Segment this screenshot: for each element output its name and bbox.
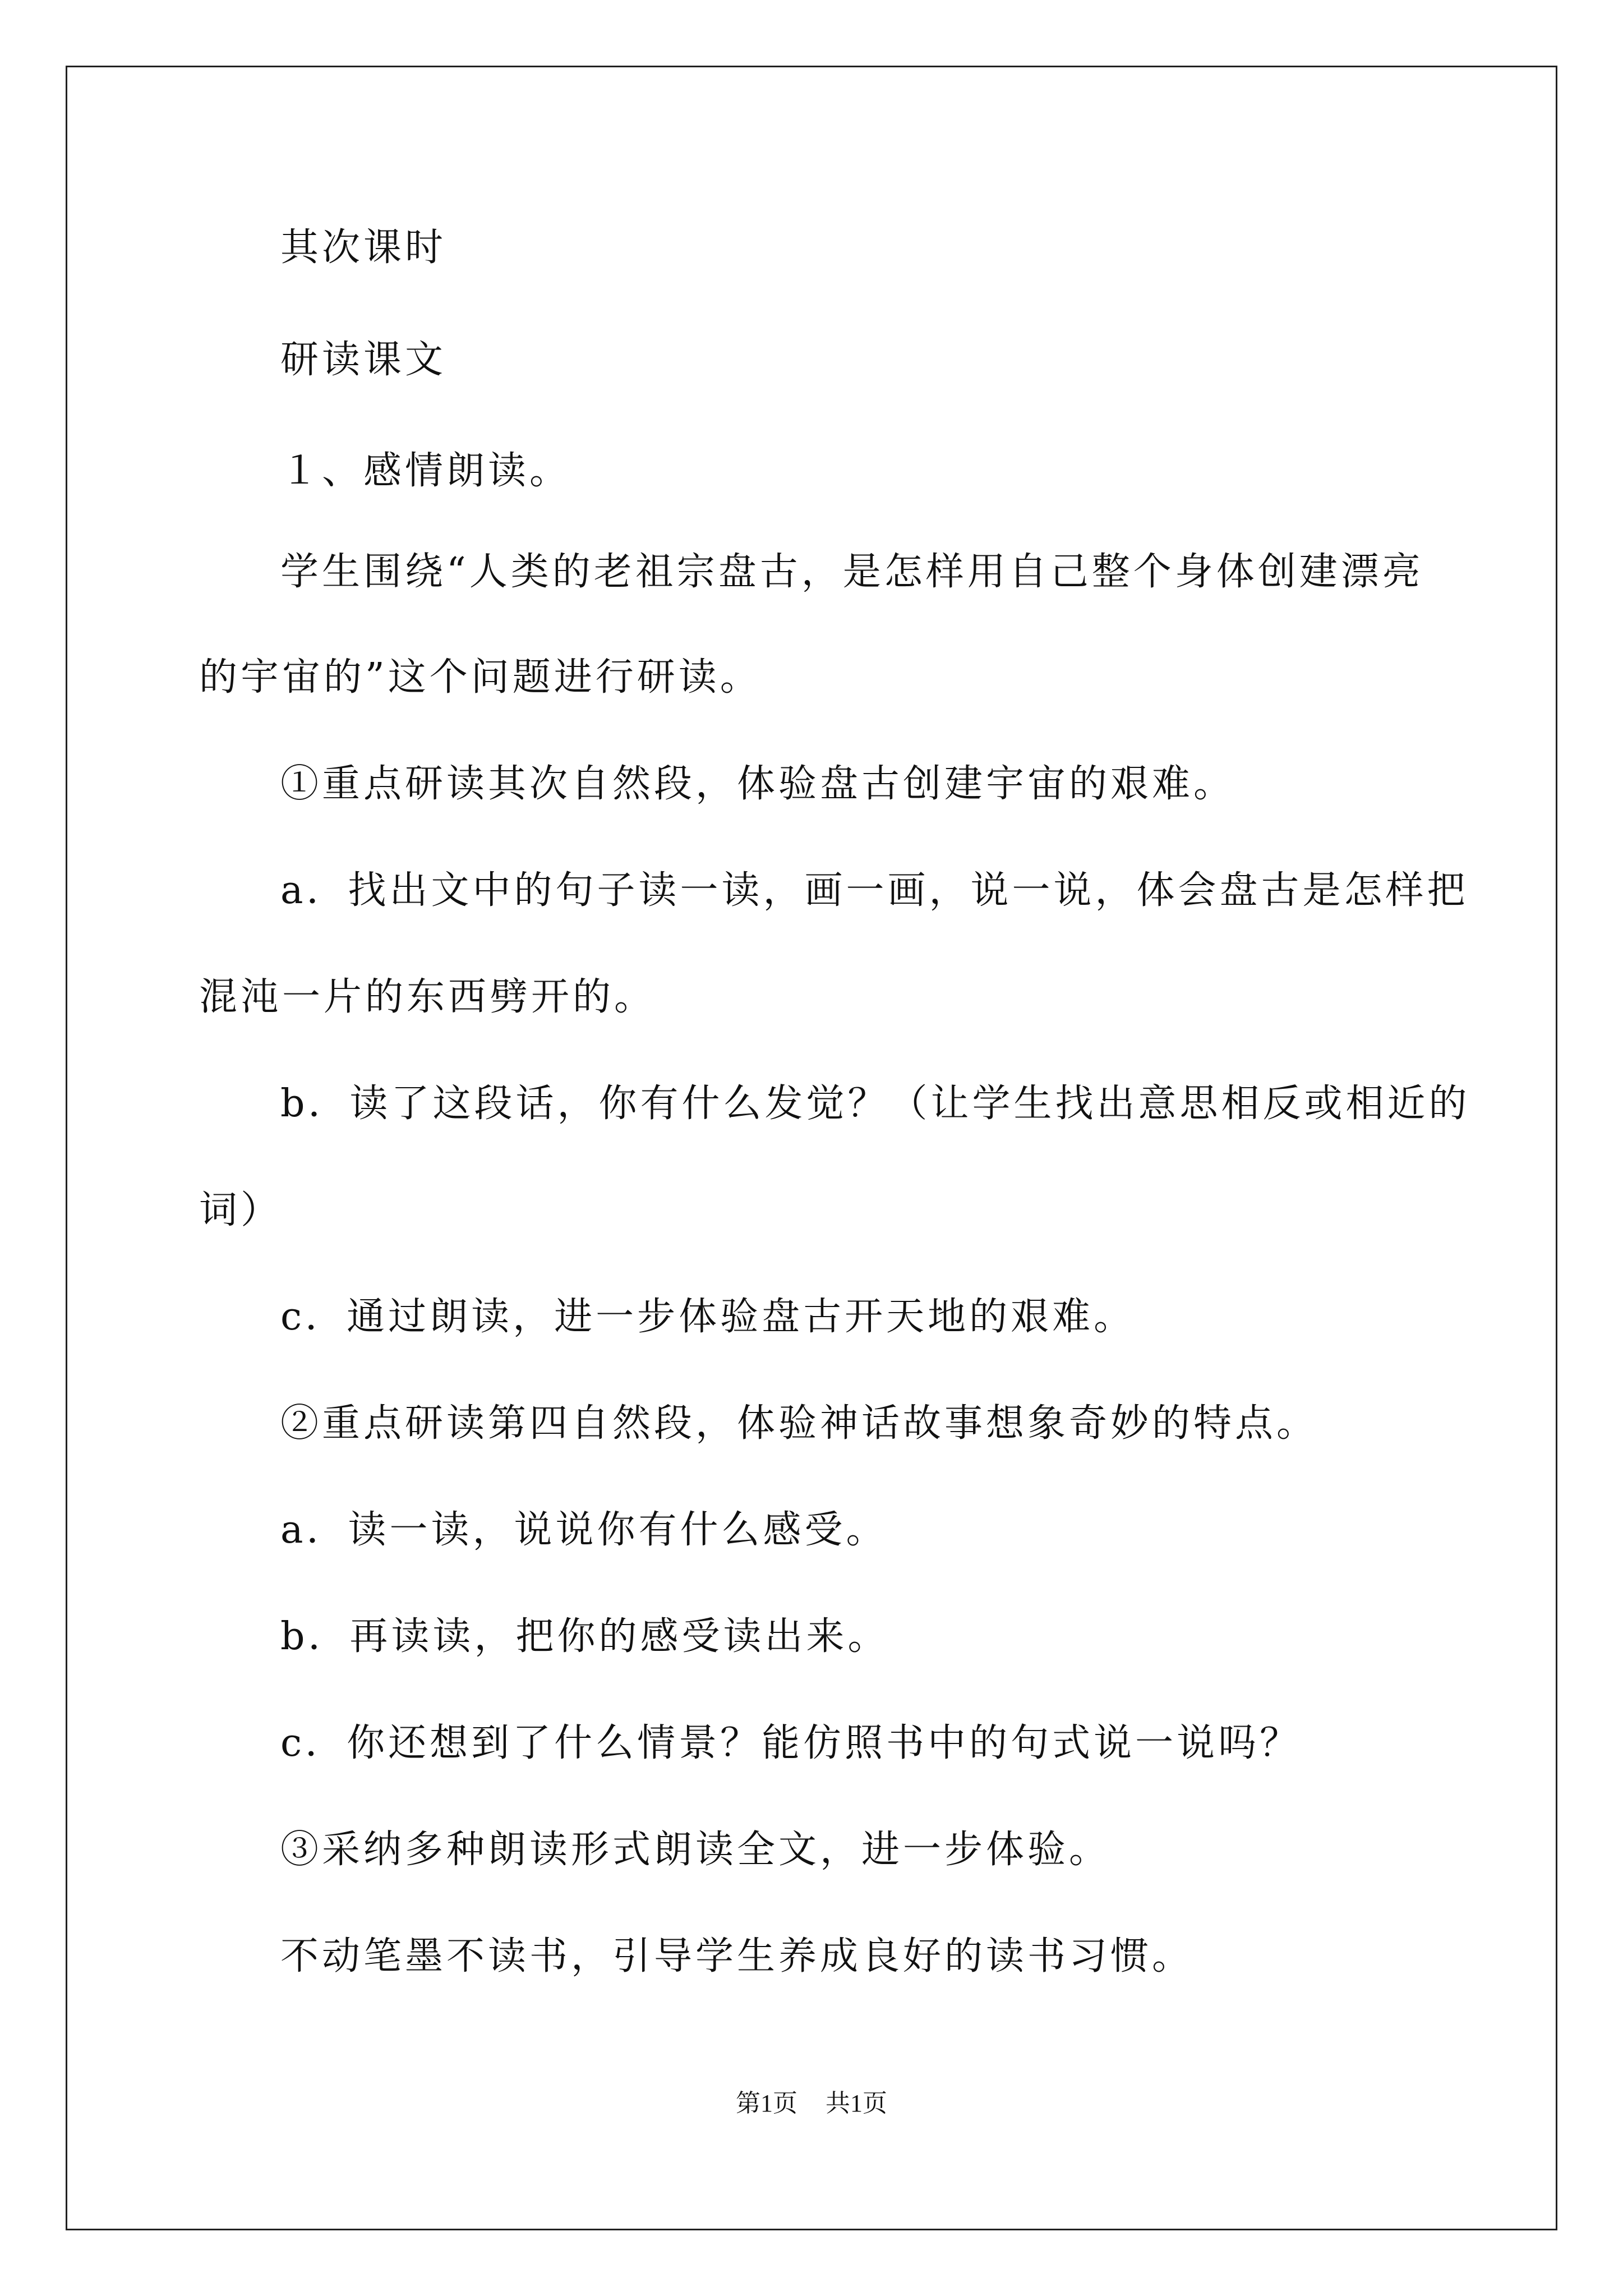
paragraph-line: 混沌一片的东西劈开的。 — [199, 975, 656, 1019]
paragraph-line: 学生围绕“人类的老祖宗盘古，是怎样用自己整个身体创建漂亮 — [280, 550, 1424, 594]
paragraph-line: 的宇宙的”这个问题进行研读。 — [199, 655, 762, 700]
page-number: 第1页 — [736, 2090, 797, 2117]
section-heading: 其次课时 — [280, 226, 447, 270]
paragraph-line: ②重点研读第四自然段，体验神话故事想象奇妙的特点。 — [280, 1401, 1318, 1446]
page-total: 共1页 — [826, 2090, 887, 2117]
paragraph-line: 不动笔墨不读书，引导学生养成良好的读书习惯。 — [280, 1934, 1194, 1978]
paragraph-line: ①重点研读其次自然段，体验盘古创建宇宙的艰难。 — [280, 762, 1235, 806]
page-border — [66, 66, 1557, 2230]
paragraph-line: ③采纳多种朗读形式朗读全文，进一步体验。 — [280, 1828, 1111, 1872]
paragraph-line: c．通过朗读，进一步体验盘古开天地的艰难。 — [280, 1295, 1136, 1339]
paragraph-line: c．你还想到了什么情景？能仿照书中的句式说一说吗？ — [280, 1721, 1302, 1765]
paragraph-line: a．读一读，说说你有什么感受。 — [280, 1508, 888, 1552]
page-footer — [0, 2088, 1623, 2119]
numbered-item: １、感情朗读。 — [280, 449, 571, 493]
paragraph-line: 词） — [199, 1188, 283, 1232]
paragraph-line: a．找出文中的句子读一读，画一画，说一说，体会盘古是怎样把 — [280, 868, 1469, 913]
paragraph-line: b．再读读，把你的感受读出来。 — [280, 1614, 889, 1659]
subheading: 研读课文 — [280, 338, 447, 382]
paragraph-line: b．读了这段话，你有什么发觉？（让学生找出意思相反或相近的 — [280, 1082, 1470, 1126]
